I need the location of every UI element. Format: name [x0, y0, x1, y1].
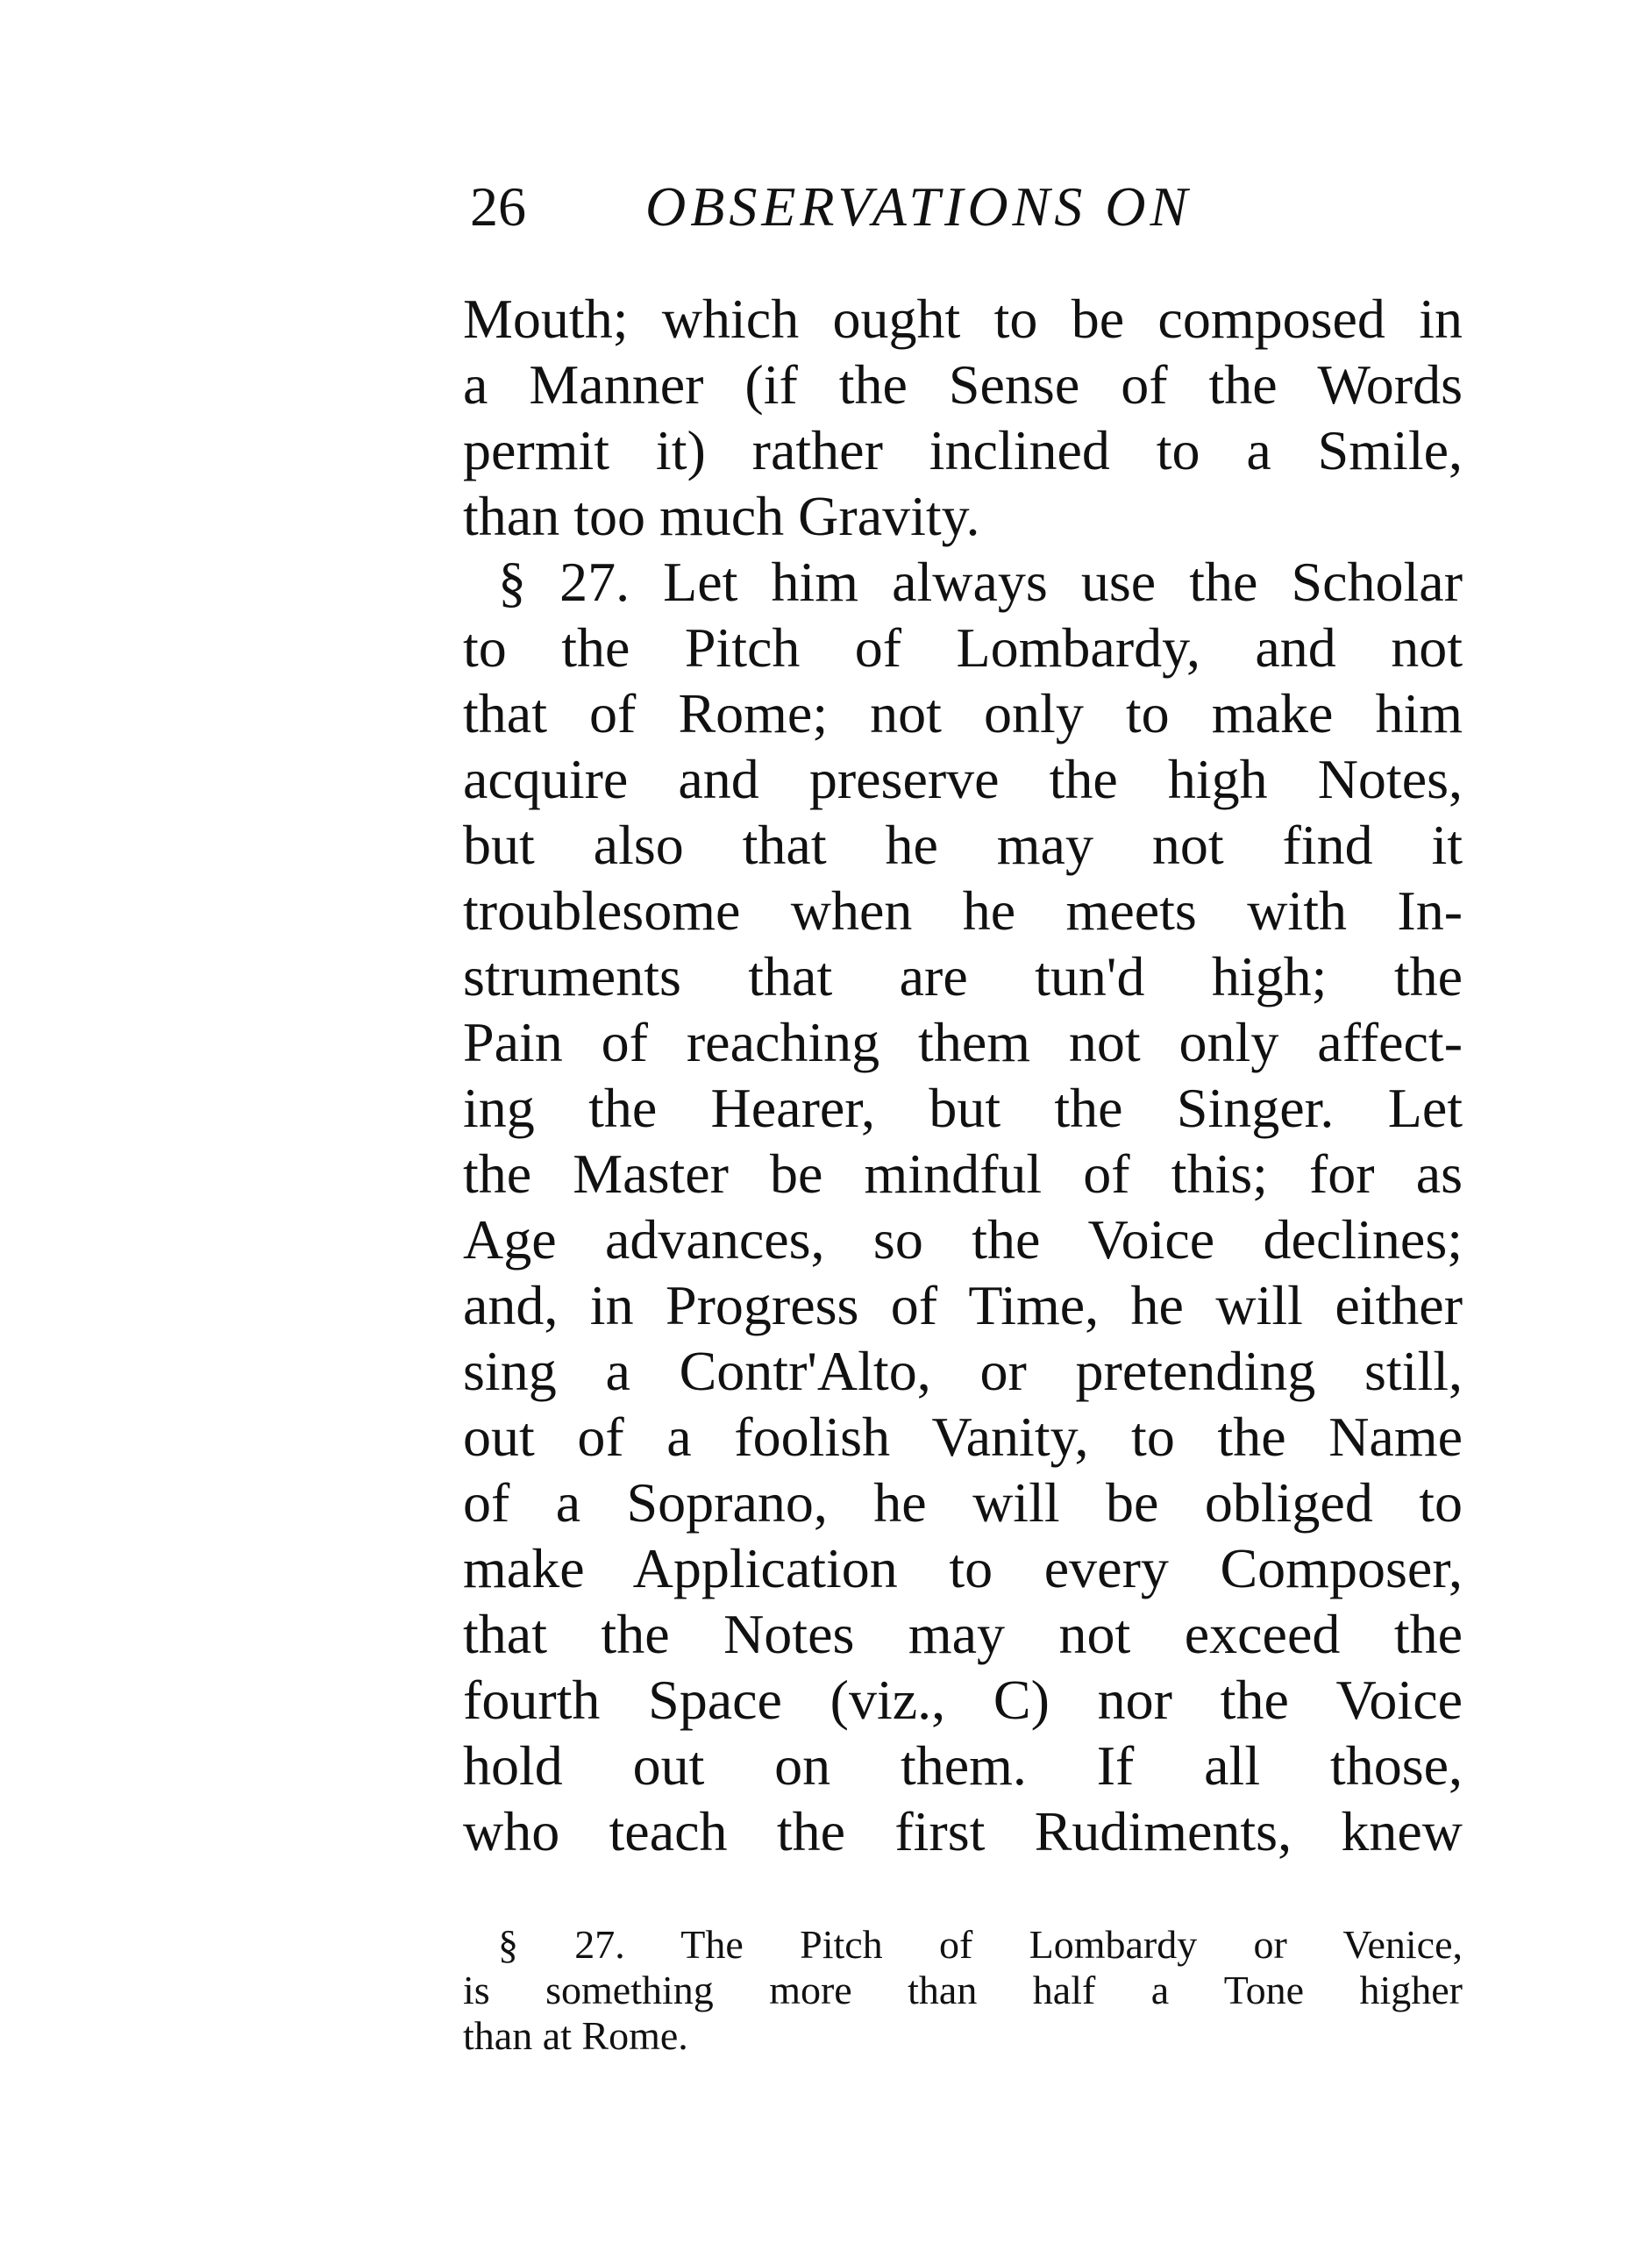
footnote-line: § 27. The Pitch of Lombardy or Venice,	[498, 1922, 1463, 1967]
text-line: Pain of reaching them not only affect-	[463, 1011, 1463, 1073]
text-line: who teach the first Rudiments, knew	[463, 1800, 1463, 1862]
text-line: make Application to every Composer,	[463, 1537, 1463, 1599]
text-line: to the Pitch of Lombardy, and not	[463, 616, 1463, 679]
text-line: and, in Progress of Time, he will either	[463, 1274, 1463, 1336]
text-line: but also that he may not find it	[463, 814, 1463, 876]
text-line: struments that are tun'd high; the	[463, 945, 1463, 1007]
text-line: the Master be mindful of this; for as	[463, 1143, 1463, 1205]
footnote	[463, 1922, 1463, 2059]
text-line: permit it) rather inclined to a Smile,	[463, 419, 1463, 481]
text-line: that of Rome; not only to make him	[463, 682, 1463, 744]
text-line: sing a Contr'Alto, or pretending still,	[463, 1340, 1463, 1402]
text-line: that the Notes may not exceed the	[463, 1603, 1463, 1665]
running-title: OBSERVATIONS ON	[645, 175, 1193, 238]
text-line: troublesome when he meets with In-	[463, 879, 1463, 942]
text-line: fourth Space (viz., C) nor the Voice	[463, 1669, 1463, 1731]
text-line: Age advances, so the Voice declines;	[463, 1208, 1463, 1271]
text-line: out of a foolish Vanity, to the Name	[463, 1406, 1463, 1468]
text-line: acquire and preserve the high Notes,	[463, 748, 1463, 810]
footnote-line: than at Rome.	[463, 2013, 688, 2058]
text-line: of a Soprano, he will be obliged to	[463, 1471, 1463, 1534]
text-line: Mouth; which ought to be composed in	[463, 288, 1463, 350]
text-line: § 27. Let him always use the Scholar	[498, 551, 1463, 613]
text-line: a Manner (if the Sense of the Words	[463, 353, 1463, 416]
page-number: 26	[470, 175, 526, 238]
text-line: hold out on them. If all those,	[463, 1734, 1463, 1797]
text-line: than too much Gravity.	[463, 485, 980, 547]
page-header	[470, 172, 1461, 242]
body-text	[463, 286, 1463, 1864]
footnote-line: is something more than half a Tone higher	[463, 1968, 1463, 2012]
text-line: ing the Hearer, but the Singer. Let	[463, 1077, 1463, 1139]
